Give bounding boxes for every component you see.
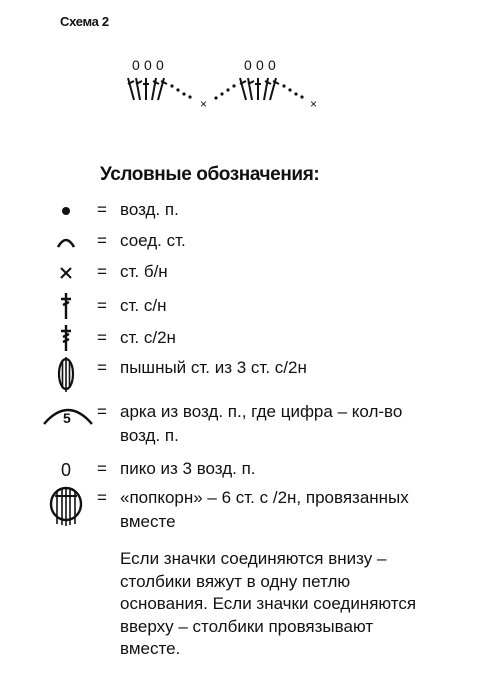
note-line: столбики вяжут в одну петлю <box>120 571 351 591</box>
picot-glyph: 0 <box>256 57 264 73</box>
stitch-group-left <box>128 57 167 100</box>
legend-text-continued: возд. п. <box>120 426 179 445</box>
chain-stitch-dot-icon <box>36 202 96 220</box>
picot-icon: 0 <box>60 459 71 480</box>
equals-sign: = <box>97 459 107 478</box>
legend-text: ст. б/н <box>120 262 168 281</box>
picot-glyph: 0 <box>244 57 252 73</box>
equals-sign: = <box>97 358 107 377</box>
legend-text: арка из возд. п., где цифра – кол-во <box>120 402 403 421</box>
equals-sign: = <box>97 488 107 507</box>
legend-row-picot <box>0 455 492 485</box>
single-crochet-x-icon <box>36 262 96 284</box>
equals-sign: = <box>97 262 107 281</box>
legend-text-continued: вместе <box>120 512 176 531</box>
crochet-diagram <box>120 52 340 112</box>
picot-glyph: 0 <box>144 57 152 73</box>
note-paragraph <box>120 548 440 661</box>
equals-sign: = <box>97 200 107 219</box>
equals-sign: = <box>97 402 107 421</box>
legend-text: ст. с/н <box>120 296 167 315</box>
note-line: вверху – столбики провязывают <box>120 616 374 636</box>
note-line: вместе. <box>120 639 181 658</box>
legend-text: возд. п. <box>120 200 179 219</box>
chain-arch-icon <box>40 398 96 428</box>
legend-text: «попкорн» – 6 ст. с /2н, провязанных <box>120 488 409 507</box>
chain-dots-middle <box>214 84 235 99</box>
note-line: основания. Если значки соединяются <box>120 594 417 613</box>
double-crochet-icon <box>36 290 96 322</box>
equals-sign: = <box>97 328 107 347</box>
slip-stitch-arc-icon <box>36 231 96 253</box>
equals-sign: = <box>97 231 107 250</box>
note-line: Если значки соединяются внизу – <box>120 549 387 568</box>
legend-row-arch <box>0 398 492 452</box>
treble-crochet-icon <box>36 322 96 354</box>
chain-dots-right <box>282 84 303 98</box>
schema-title: Схема 2 <box>60 14 109 29</box>
single-crochet-mark: × <box>200 97 208 111</box>
chain-dots-left <box>170 84 191 98</box>
legend-row-dc <box>0 290 492 324</box>
puff-stitch-icon <box>36 354 96 394</box>
legend-title: Условные обозначения: <box>100 164 320 185</box>
legend-row-tr <box>0 322 492 356</box>
legend-text: ст. с/2н <box>120 328 176 347</box>
legend-row-popcorn <box>0 484 492 538</box>
legend-text: пико из 3 возд. п. <box>120 459 256 478</box>
legend-row-slip <box>0 227 492 257</box>
legend-text: пышный ст. из 3 ст. с/2н <box>120 358 307 377</box>
picot-glyph: 0 <box>156 57 164 73</box>
popcorn-icon <box>36 484 96 528</box>
arch-number: 5 <box>63 410 71 426</box>
stitch-group-right <box>240 57 279 100</box>
picot-glyph: 0 <box>268 57 276 73</box>
equals-sign: = <box>97 296 107 315</box>
legend-row-sc <box>0 258 492 288</box>
picot-glyph: 0 <box>132 57 140 73</box>
single-crochet-mark: × <box>310 97 318 111</box>
legend-row-chain <box>0 196 492 226</box>
legend-text: соед. ст. <box>120 231 186 250</box>
legend-row-puff <box>0 354 492 394</box>
